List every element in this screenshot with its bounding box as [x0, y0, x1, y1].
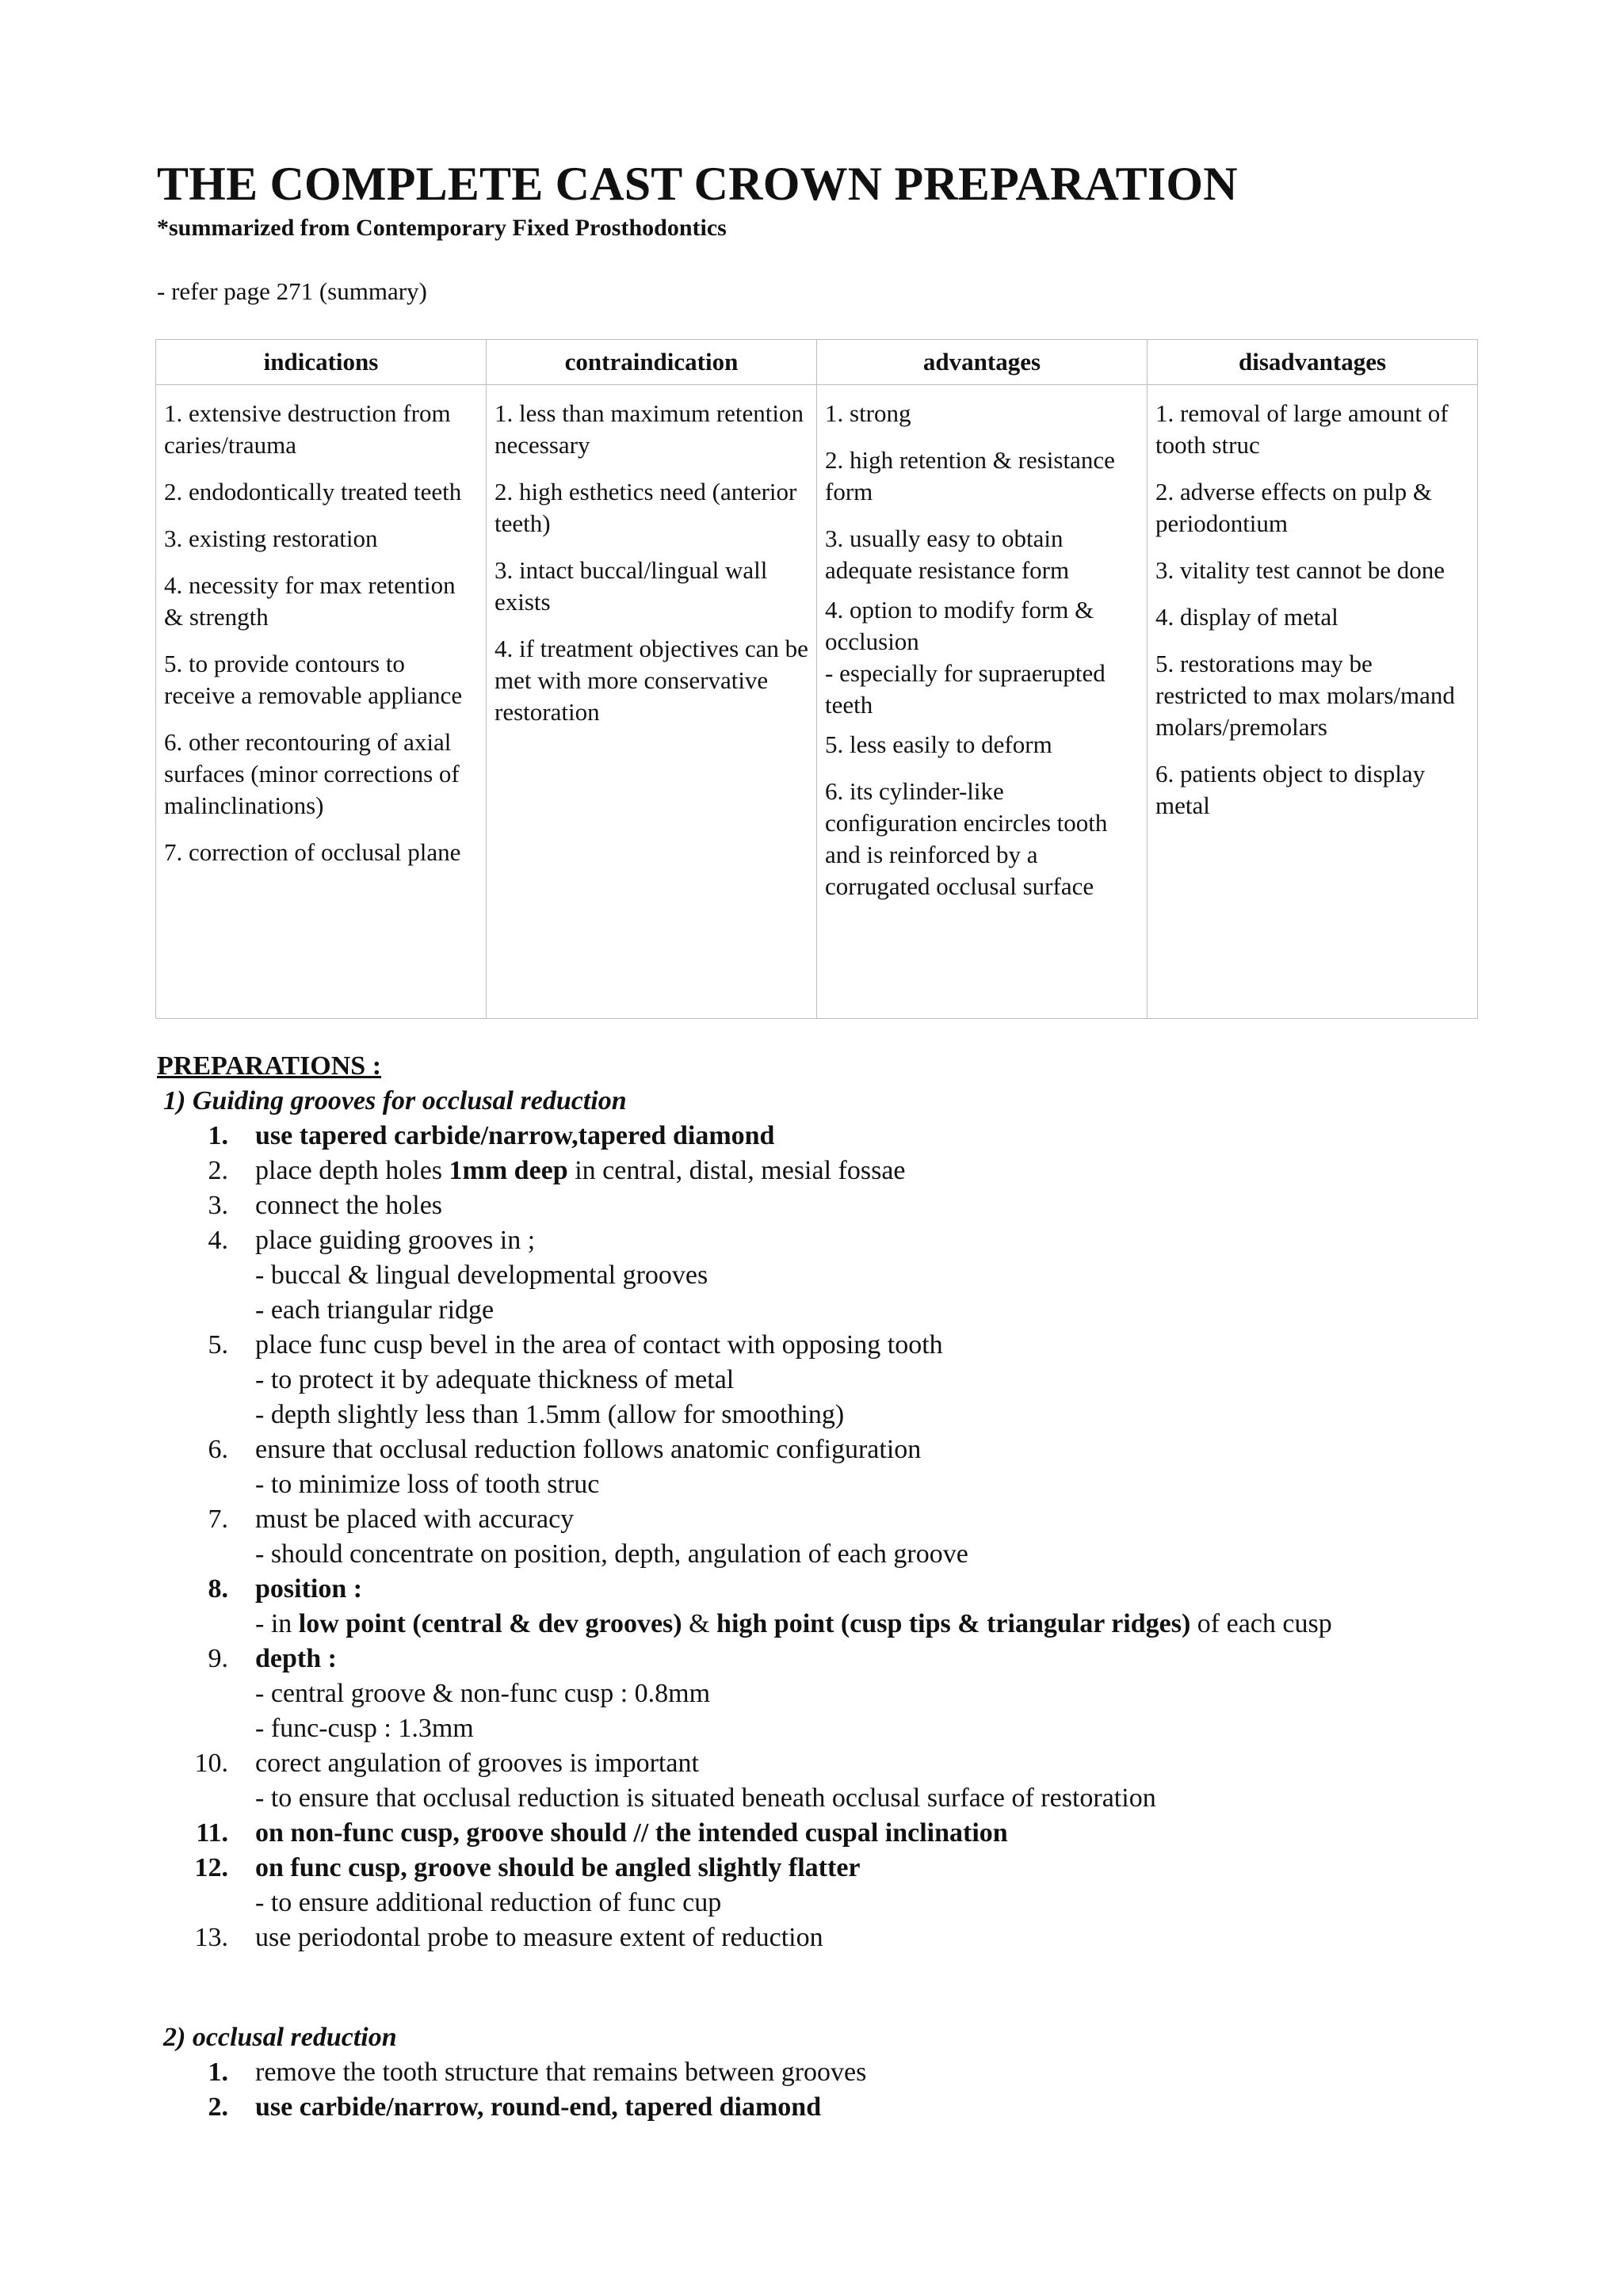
list-item: 7. correction of occlusal plane [164, 838, 461, 866]
list-item: 4. display of metal [1155, 603, 1338, 631]
list-item: 1. removal of large amount of tooth struc [1155, 399, 1449, 459]
summary-table [155, 339, 1478, 1019]
document-subtitle: *summarized from Contemporary Fixed Prosthodontics [157, 215, 727, 241]
list-item: 9. depth : [208, 1644, 337, 1673]
list-subitem: - central groove & non-func cusp : 0.8mm [255, 1679, 711, 1708]
list-subitem: - to ensure additional reduction of func cup [255, 1888, 722, 1917]
section2-list [157, 2055, 1583, 2125]
list-item: 2. place depth holes 1mm deep in central, distal, mesial fossae [208, 1156, 906, 1185]
contraindication-cell [487, 385, 817, 1019]
list-subitem: - depth slightly less than 1.5mm (allow for smoothing) [255, 1400, 845, 1429]
list-item: 12. on func cusp, groove should be angled slightly flatter [194, 1853, 861, 1882]
list-item: 5. place func cusp bevel in the area of contact with opposing tooth [208, 1330, 943, 1360]
list-item: 1. use tapered carbide/narrow,tapered diamond [208, 1121, 775, 1150]
table-header-row [156, 340, 1478, 385]
list-item: 6. ensure that occlusal reduction follows anatomic configuration [208, 1435, 922, 1464]
list-item: 8. position : [208, 1574, 363, 1604]
list-item: - especially for supraerupted teeth [825, 659, 1106, 719]
list-item: 5. to provide contours to receive a removable appliance [164, 650, 463, 709]
list-subitem: - to ensure that occlusal reduction is situated beneath occlusal surface of restoration [255, 1783, 1156, 1813]
list-item: 2. high esthetics need (anterior teeth) [495, 478, 797, 537]
list-item: 3. vitality test cannot be done [1155, 556, 1445, 584]
list-item: 6. its cylinder-like configuration encircles tooth and is reinforced by a corrugated occlusal surface [825, 777, 1108, 900]
list-item: 5. restorations may be restricted to max molars/mand molars/premolars [1155, 650, 1455, 741]
list-item: 11. on non-func cusp, groove should // the intended cuspal inclination [196, 1818, 1008, 1848]
list-item: 4. if treatment objectives can be met with more conservative restoration [495, 635, 808, 726]
list-subitem: - buccal & lingual developmental grooves [255, 1261, 708, 1290]
list-item: 5. less easily to deform [825, 730, 1052, 758]
page-reference: - refer page 271 (summary) [157, 277, 427, 305]
list-subitem: - each triangular ridge [255, 1295, 495, 1325]
list-item: 4. necessity for max retention & strength [164, 571, 456, 631]
header-advantages: advantages [817, 340, 1148, 385]
list-item: 2. use carbide/narrow, round-end, tapered diamond [208, 2092, 822, 2122]
list-item: 3. usually easy to obtain adequate resistance form [825, 524, 1070, 584]
list-subitem: - in low point (central & dev grooves) & high point (cusp tips & triangular ridges) of each cusp [255, 1609, 1332, 1638]
list-item: 13. use periodontal probe to measure extent of reduction [194, 1923, 823, 1952]
advantages-cell [817, 385, 1148, 1019]
header-indications: indications [156, 340, 487, 385]
disadvantages-cell [1148, 385, 1478, 1019]
list-subitem: - to protect it by adequate thickness of metal [255, 1365, 735, 1394]
list-item: 1. extensive destruction from caries/trauma [164, 399, 451, 459]
table-row [156, 385, 1478, 1019]
list-item: 2. high retention & resistance form [825, 446, 1115, 505]
preparations-heading: PREPARATIONS : [157, 1051, 382, 1081]
list-item: 1. less than maximum retention necessary [495, 399, 804, 459]
list-subitem: - should concentrate on position, depth, angulation of each groove [255, 1539, 968, 1569]
list-item: 6. patients object to display metal [1155, 760, 1426, 819]
indications-cell [156, 385, 487, 1019]
list-item: 1. strong [825, 399, 911, 427]
section1-title: 1) Guiding grooves for occlusal reduction [163, 1086, 627, 1116]
header-disadvantages: disadvantages [1148, 340, 1478, 385]
list-item: 1. remove the tooth structure that remains between grooves [208, 2058, 867, 2087]
list-item: 6. other recontouring of axial surfaces (minor corrections of malinclinations) [164, 728, 460, 819]
list-item: 3. existing restoration [164, 524, 378, 552]
list-item: 2. adverse effects on pulp & periodontium [1155, 478, 1432, 537]
section2-title: 2) occlusal reduction [163, 2023, 397, 2052]
document-title: THE COMPLETE CAST CROWN PREPARATION [157, 158, 1238, 210]
list-item: 4. place guiding grooves in ; [208, 1226, 536, 1255]
list-subitem: - to minimize loss of tooth struc [255, 1470, 600, 1499]
list-item: 3. connect the holes [208, 1191, 443, 1220]
list-item: 10. corect angulation of grooves is important [194, 1749, 699, 1778]
list-item: 7. must be placed with accuracy [208, 1505, 575, 1534]
section1-list [157, 1119, 1583, 1955]
header-contraindication: contraindication [487, 340, 817, 385]
list-item: 4. option to modify form & occlusion [825, 596, 1094, 655]
list-item: 2. endodontically treated teeth [164, 478, 462, 505]
list-subitem: - func-cusp : 1.3mm [255, 1714, 474, 1743]
list-item: 3. intact buccal/lingual wall exists [495, 556, 768, 616]
